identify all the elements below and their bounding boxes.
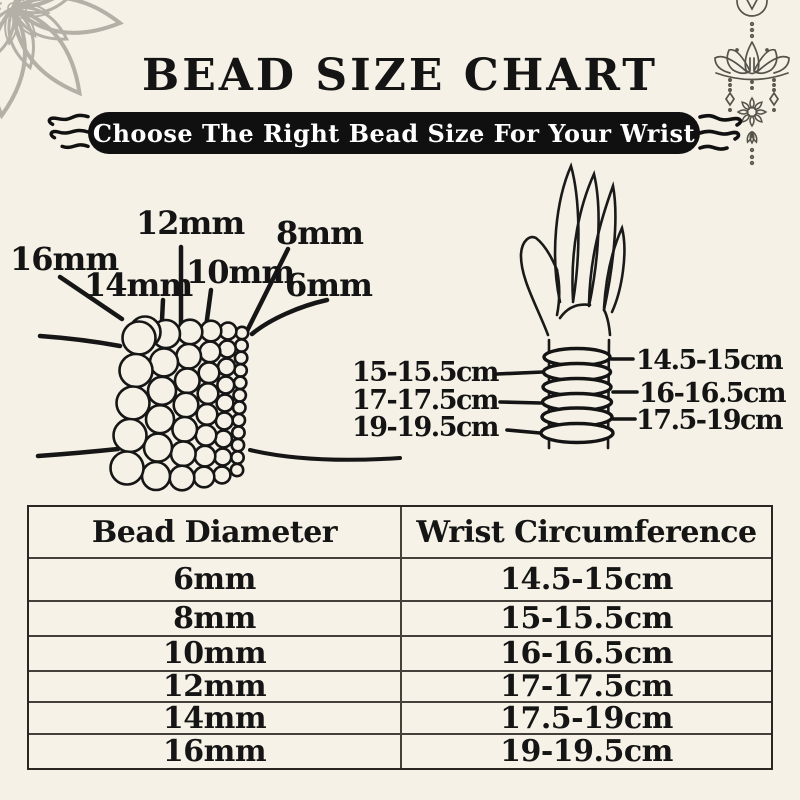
bead-size-cell: 14mm (162, 703, 267, 733)
wrist-label-17-175: 17-17.5cm (351, 385, 498, 416)
bead-label-16mm: 16mm (10, 240, 119, 278)
wrist-size-cell: 15-15.5cm (400, 602, 771, 635)
bead-label-10mm: 10mm (186, 253, 295, 291)
wrist-label-19-195: 19-19.5cm (351, 412, 498, 443)
wrist-size-cell: 17.5-19cm (400, 703, 771, 733)
table-row (29, 670, 771, 701)
banner-text: Choose The Right Bead Size For Your Wrist (92, 118, 696, 148)
table-header-bead-diameter: Bead Diameter (91, 514, 338, 550)
table-header-wrist-circumference: Wrist Circumference (400, 507, 771, 557)
wrist-label-175-19: 17.5-19cm (636, 405, 783, 436)
flourish-left-icon (42, 109, 90, 155)
wrist-size-cell: 17-17.5cm (400, 672, 771, 701)
bead-size-cell: 8mm (173, 602, 256, 635)
table-row (29, 557, 771, 600)
wrist-size-cell: 14.5-15cm (400, 559, 771, 600)
wrist-label-15-155: 15-15.5cm (351, 357, 498, 388)
table-header-row (29, 507, 771, 557)
bead-size-cell: 12mm (162, 672, 267, 701)
wrist-size-cell: 19-19.5cm (400, 735, 771, 768)
size-table (27, 505, 773, 770)
page-title: BEAD SIZE CHART (142, 50, 658, 101)
bead-label-14mm: 14mm (84, 266, 193, 304)
table-row (29, 635, 771, 670)
table-row (29, 600, 771, 635)
bead-size-cell: 6mm (173, 562, 256, 597)
bead-size-cell: 16mm (162, 735, 267, 768)
bead-size-cell: 10mm (162, 637, 267, 670)
table-row (29, 701, 771, 733)
bead-label-12mm: 12mm (136, 204, 245, 242)
wrist-label-16-165: 16-16.5cm (639, 378, 786, 409)
bead-label-6mm: 6mm (285, 266, 372, 304)
wrist-size-cell: 16-16.5cm (400, 637, 771, 670)
bead-label-8mm: 8mm (276, 214, 363, 252)
wrist-label-145-15: 14.5-15cm (636, 345, 783, 376)
table-row (29, 733, 771, 768)
banner (88, 112, 700, 154)
